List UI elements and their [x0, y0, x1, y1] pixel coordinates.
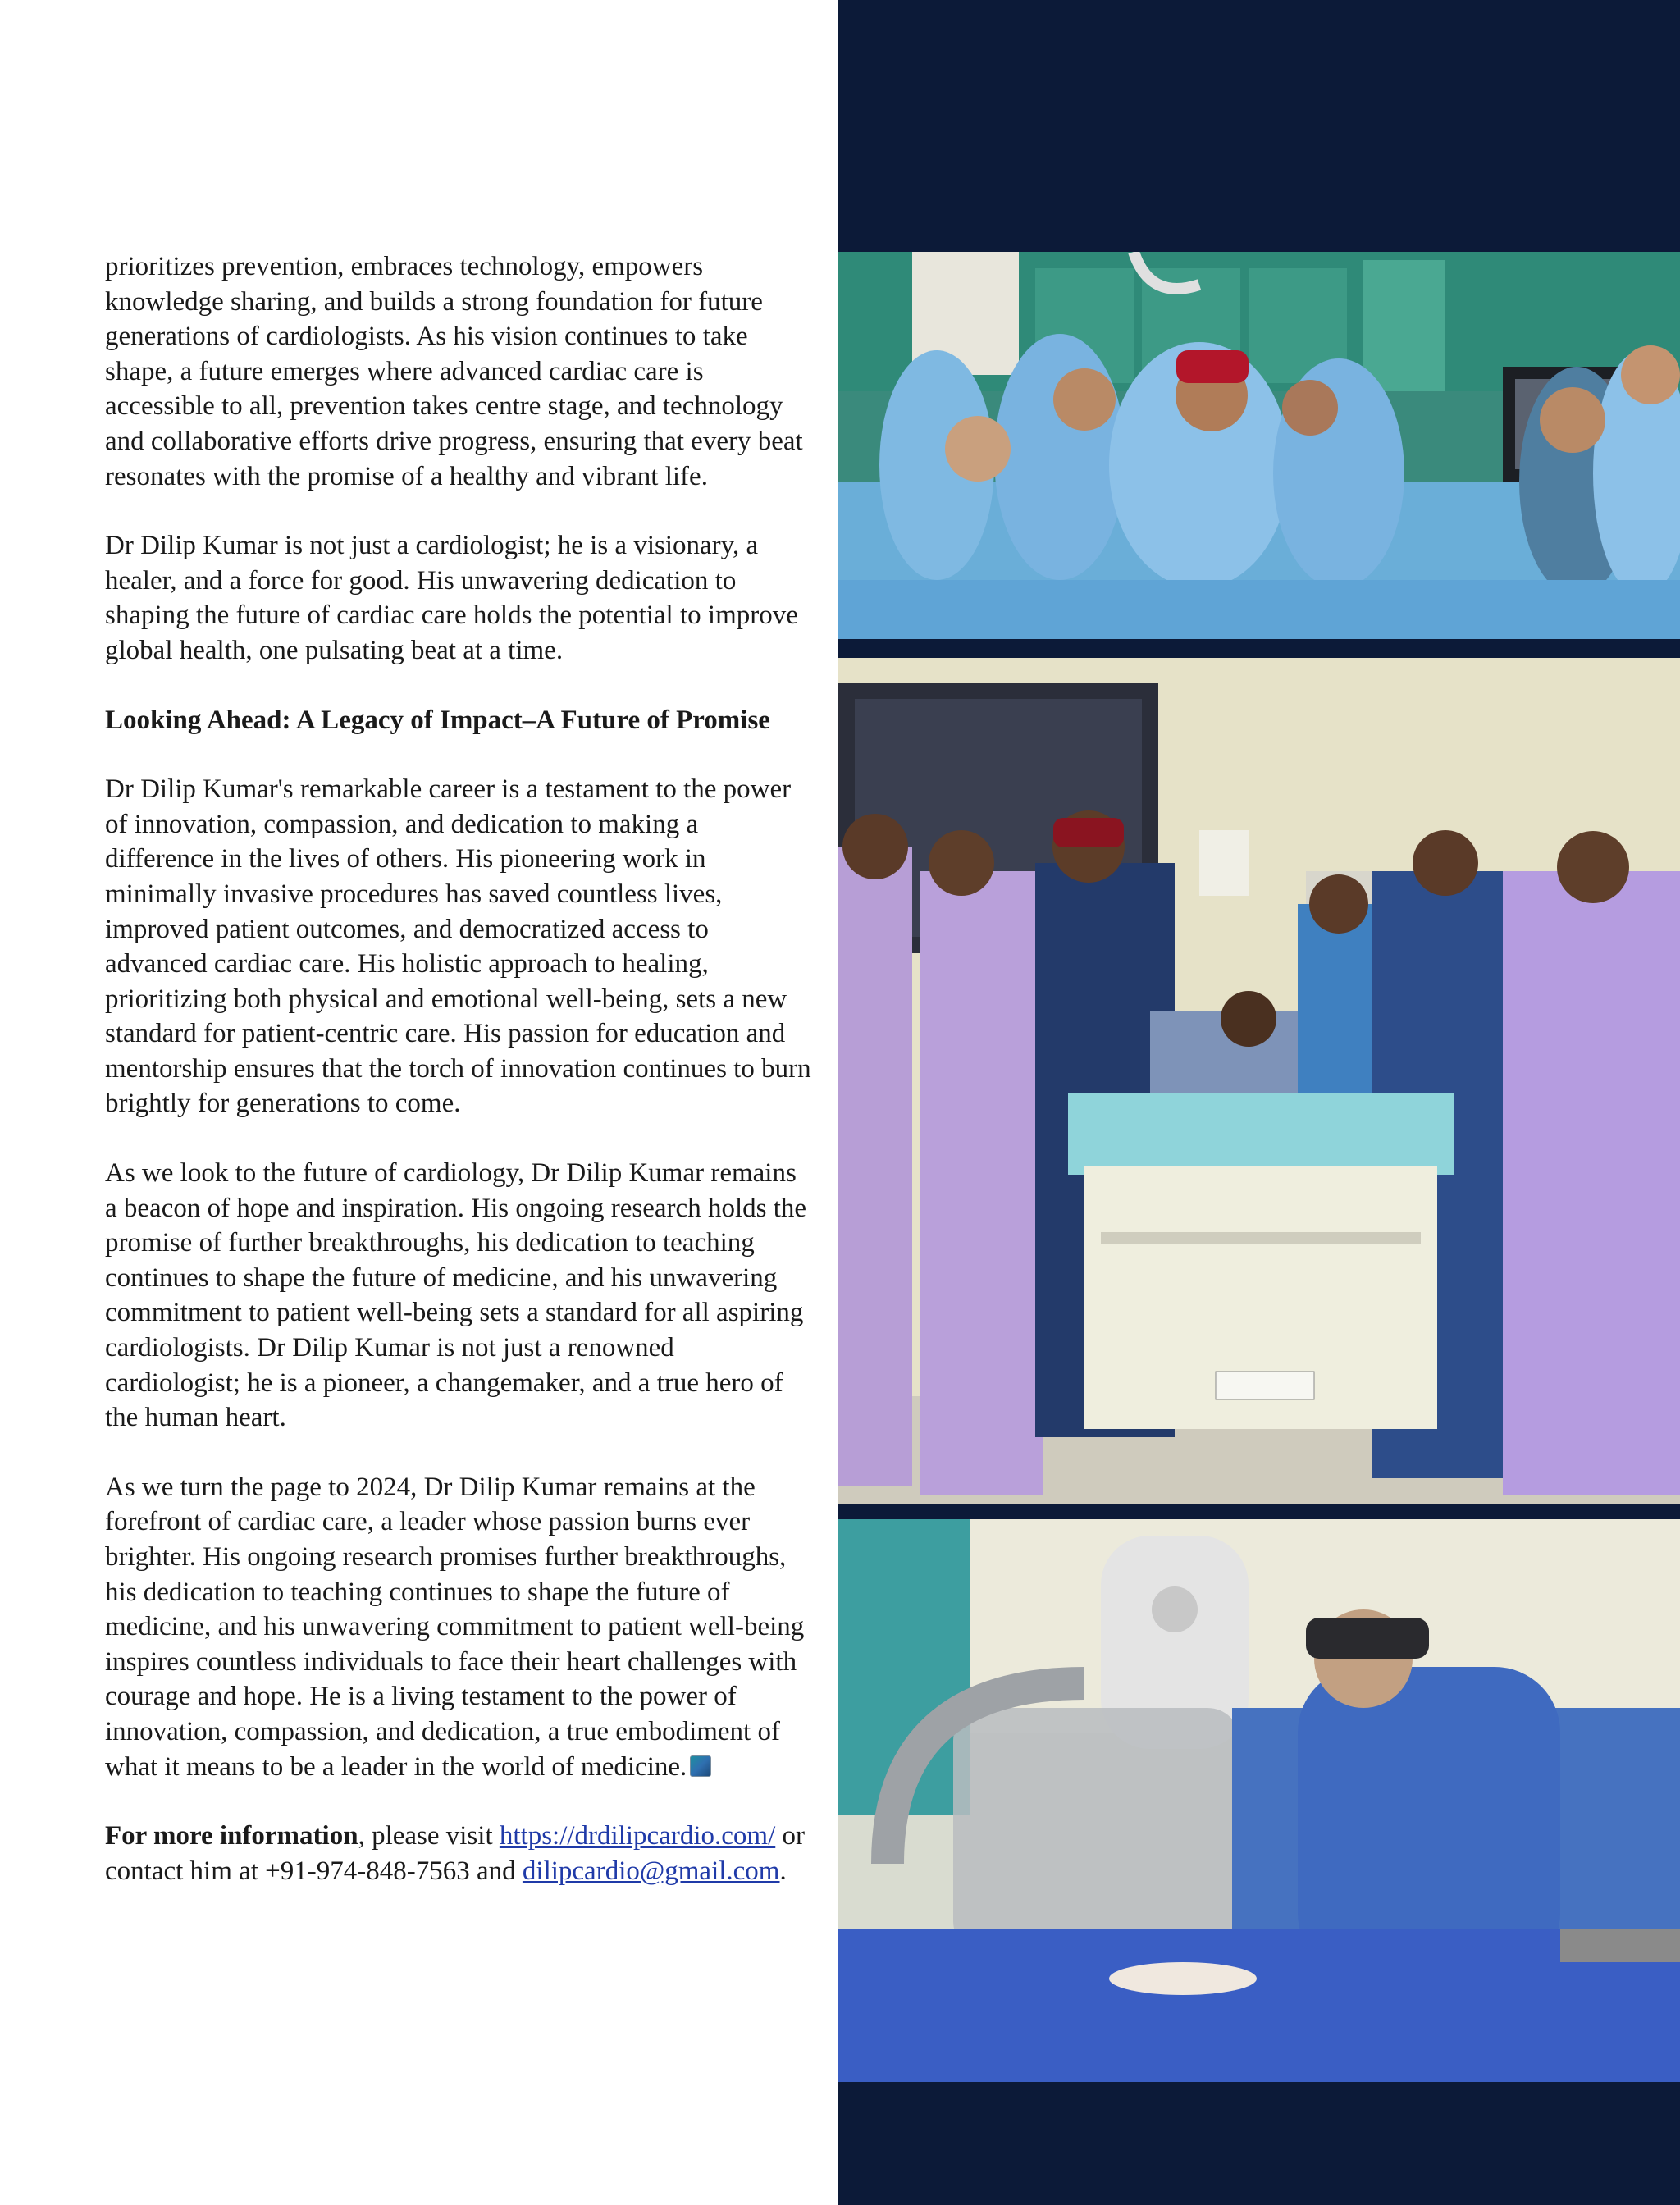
article-text-column: [105, 249, 812, 1923]
article-paragraph-5: [105, 1470, 812, 1784]
surgeon-with-headset-photo: [838, 1519, 1680, 2082]
website-link[interactable]: https://drdilipcardio.com/: [499, 1821, 776, 1851]
contact-text-3: .: [779, 1856, 787, 1886]
cath-lab-team-photo: [838, 252, 1680, 639]
article-paragraph-5-text: As we turn the page to 2024, Dr Dilip Kumar remains at the forefront of cardiac care, a leader whose passion burns ever brighter. His ongoing research promises further breakthroughs, his dedication to teaching continues to shape the future of medicine, and his unwavering commitment to patient well-being inspires countless individuals to face their heart challenges with courage and hope. He is a living testament to the power of innovation, compassion, and dedication, a true embodiment of what it means to be a leader in the world of medicine.: [105, 1472, 805, 1782]
contact-bold-lead: For more information: [105, 1821, 358, 1851]
contact-text-2: or contact him at +91-974-848-7563 and: [105, 1821, 805, 1886]
section-heading: Looking Ahead: A Legacy of Impact–A Future of Promise: [105, 705, 770, 735]
contact-text-1: , please visit: [358, 1821, 500, 1851]
article-paragraph-4: As we look to the future of cardiology, Dr Dilip Kumar remains a beacon of hope and inspiration. His ongoing research holds the promise of further breakthroughs, his dedication to teaching continues to shape the future of medicine, and his unwavering commitment to patient well-being sets a standard for all aspiring cardiologists. Dr Dilip Kumar is not just a renowned cardiologist; he is a pioneer, a changemaker, and a true hero of the human heart.: [105, 1158, 807, 1433]
contact-paragraph: [105, 1819, 812, 1888]
end-mark-icon: [690, 1755, 711, 1777]
article-paragraph-3: Dr Dilip Kumar's remarkable career is a testament to the power of innovation, compassion, and dedication to making a difference in the lives of others. His pioneering work in minimally invasive procedures has saved countless lives, improved patient outcomes, and democratized access to advanced cardiac care. His holistic approach to healing, prioritizing both physical and emotional well-being, sets a new standard for patient-centric care. His passion for education and mentorship ensures that the torch of innovation continues to burn brightly for generations to come.: [105, 774, 811, 1119]
email-link[interactable]: dilipcardio@gmail.com: [522, 1856, 780, 1886]
ward-team-with-patient-photo: [838, 658, 1680, 1504]
article-paragraph-2: Dr Dilip Kumar is not just a cardiologist; he is a visionary, a healer, and a force for good. His unwavering dedication to shaping the future of cardiac care holds the potential to improve global health, one pulsating beat at a time.: [105, 531, 798, 665]
article-paragraph-1: prioritizes prevention, embraces technology, empowers knowledge sharing, and builds a strong foundation for future generations of cardiologists. As his vision continues to take shape, a future emerges where advanced cardiac care is accessible to all, prevention takes centre stage, and technology and collaborative efforts drive progress, ensuring that every beat resonates with the promise of a healthy and vibrant life.: [105, 252, 803, 491]
